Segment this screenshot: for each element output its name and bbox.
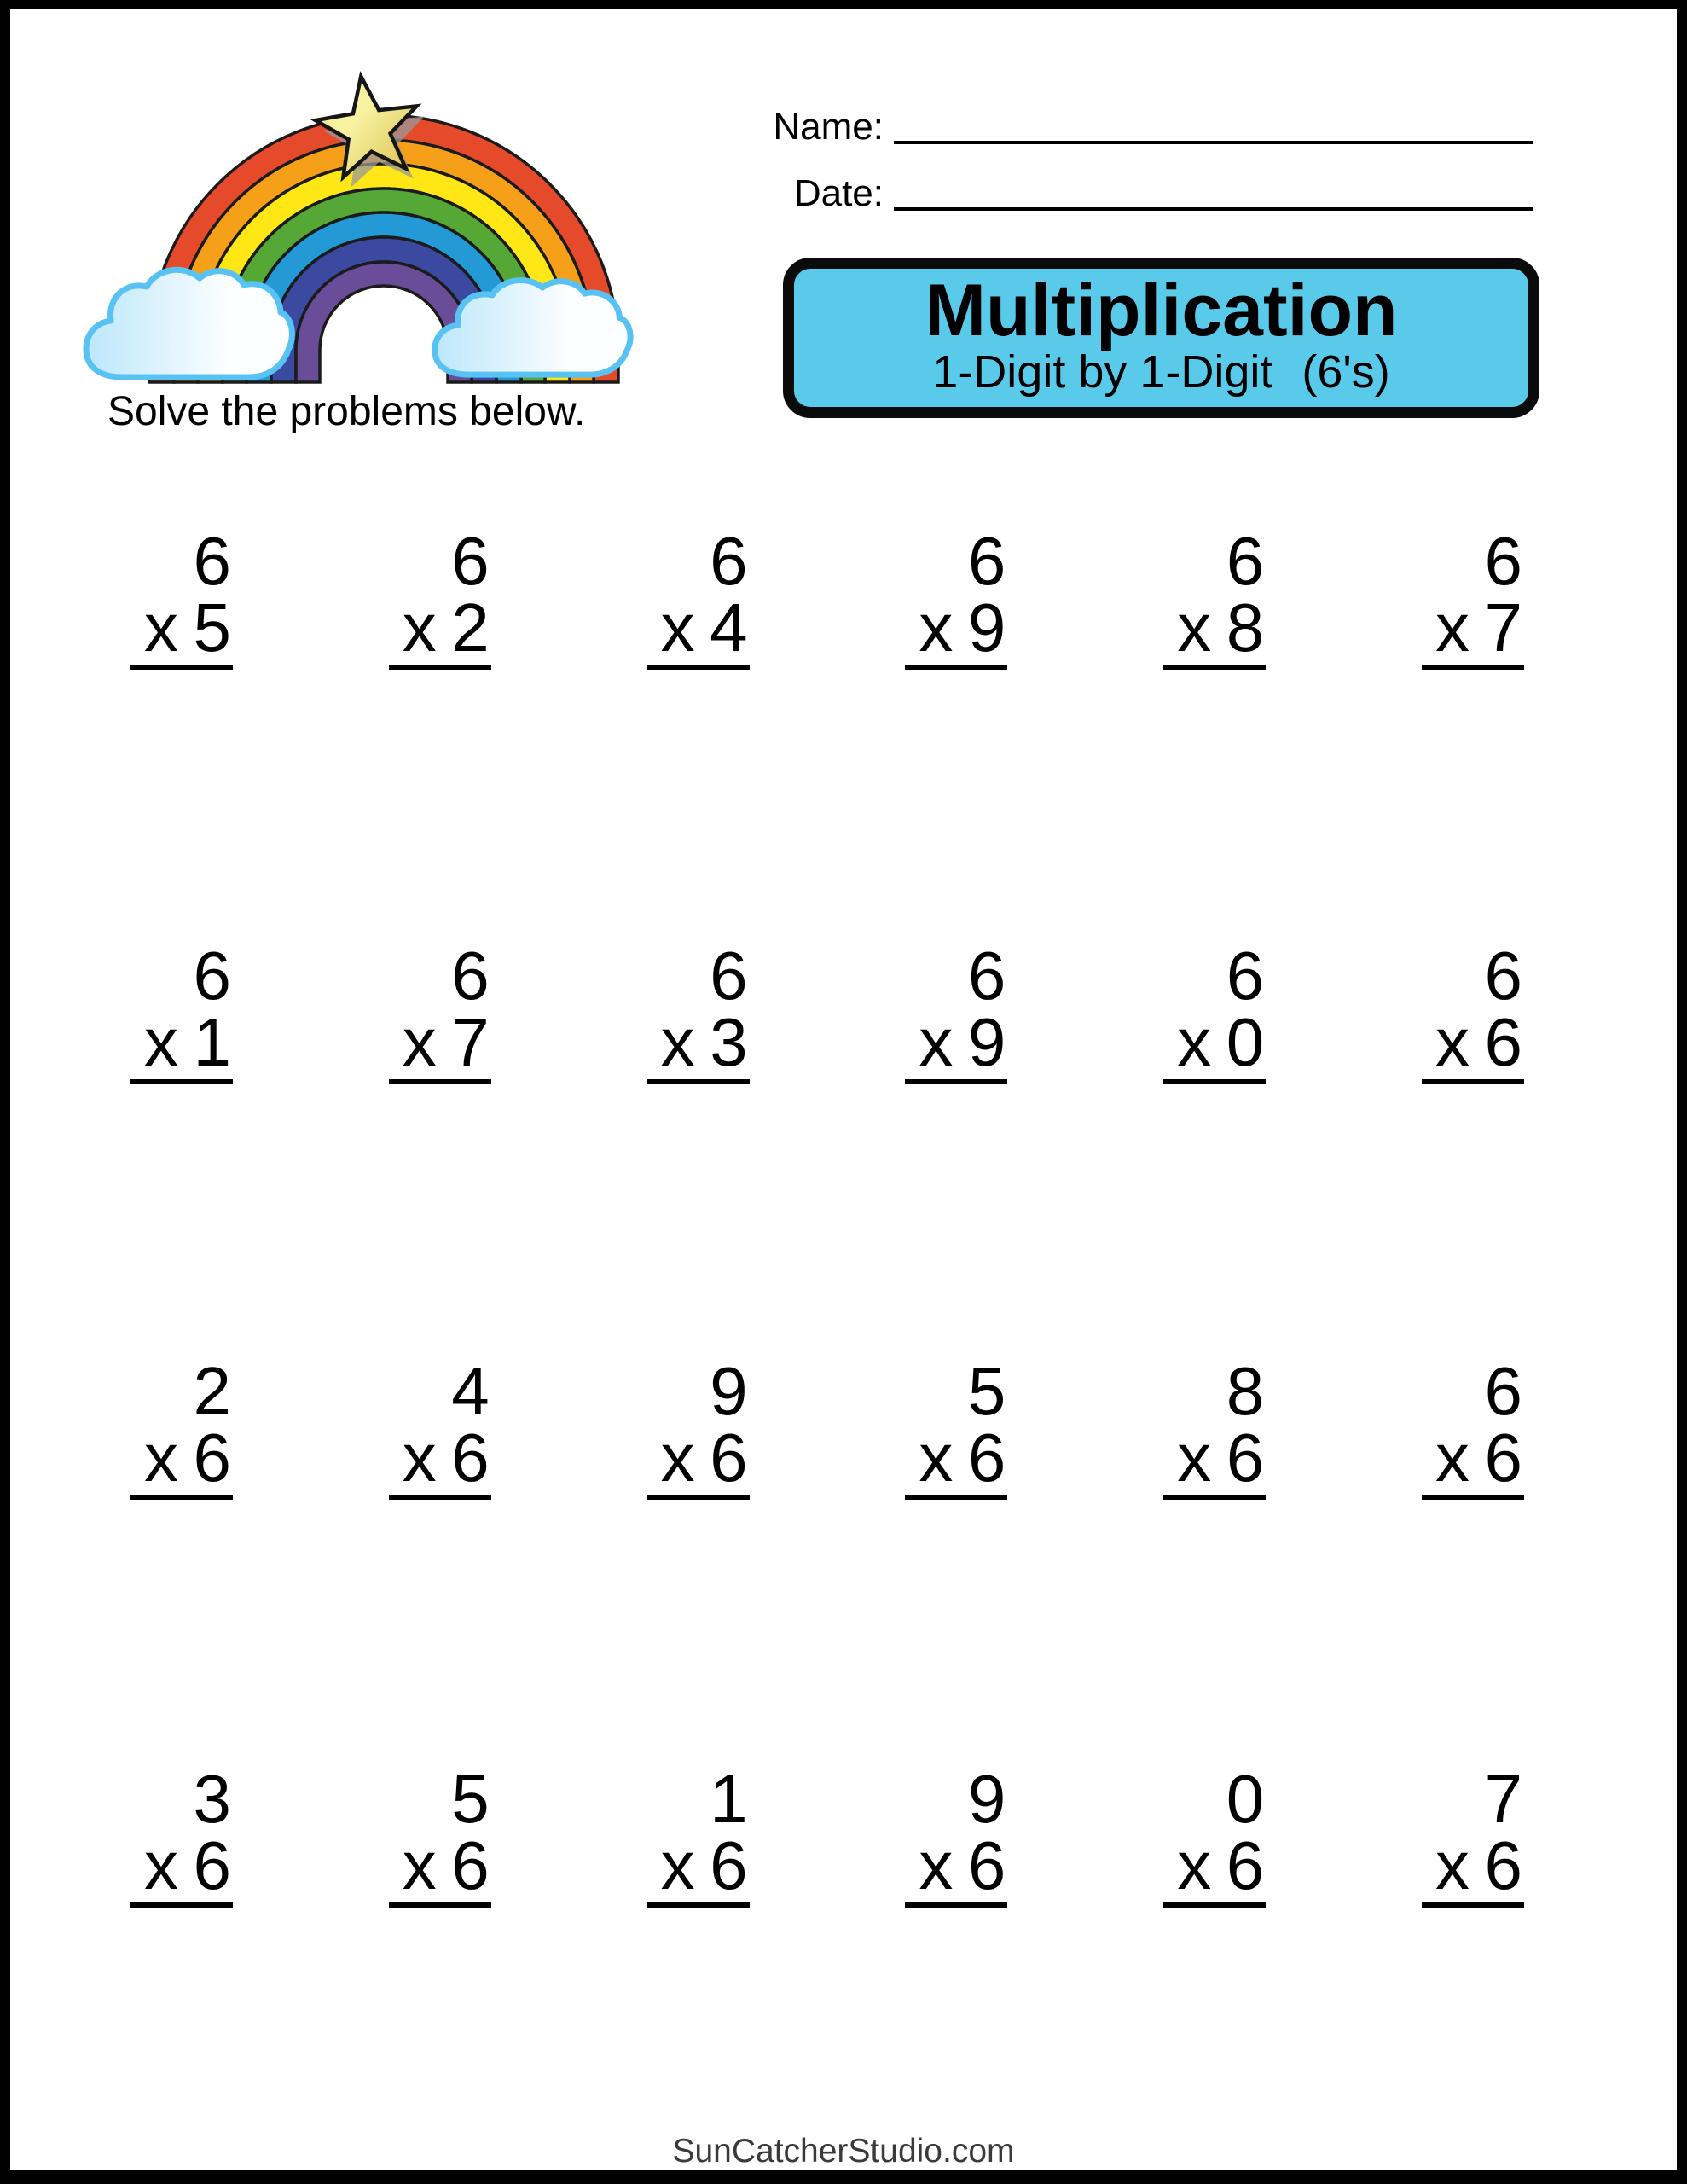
bottom-factor: 6 <box>193 1420 231 1496</box>
multiply-sign: x <box>660 1004 695 1080</box>
problem-bottom-line <box>389 1829 491 1902</box>
multiply-sign: x <box>144 1004 178 1080</box>
top-factor: 7 <box>1484 1761 1522 1837</box>
multiplication-problem <box>389 938 491 1084</box>
top-factor: 6 <box>1226 938 1265 1014</box>
problem-bottom-line <box>647 1829 750 1902</box>
top-factor: 6 <box>193 938 231 1014</box>
problem-row <box>130 523 1524 670</box>
footer-website: SunCatcherStudio.com <box>672 2133 1015 2169</box>
multiplication-problem <box>905 938 1007 1084</box>
top-factor: 6 <box>1484 1353 1522 1429</box>
bottom-factor: 8 <box>1226 590 1265 665</box>
top-factor: 5 <box>451 1761 490 1837</box>
top-factor: 6 <box>451 523 490 599</box>
instruction-text: Solve the problems below. <box>107 389 586 434</box>
multiply-sign: x <box>1177 1420 1212 1496</box>
subtitle-text: 1-Digit by 1-Digit <box>932 346 1273 398</box>
top-factor: 4 <box>451 1353 490 1429</box>
problem-bottom-line <box>905 1006 1007 1079</box>
bottom-factor: 6 <box>1226 1420 1265 1496</box>
problem-bottom-line <box>130 1829 233 1902</box>
multiplication-problem <box>1422 1761 1524 1908</box>
problem-bottom-line <box>1163 1006 1266 1079</box>
multiply-sign: x <box>660 1827 695 1903</box>
top-factor: 9 <box>967 1761 1006 1837</box>
top-factor: 6 <box>710 523 748 599</box>
multiply-sign: x <box>402 1004 437 1080</box>
top-factor: 6 <box>1484 938 1522 1014</box>
problem-bottom-line <box>1163 1829 1266 1902</box>
multiplication-problem <box>905 1761 1007 1908</box>
multiply-sign: x <box>660 1420 695 1496</box>
bottom-factor: 7 <box>451 1004 490 1080</box>
problem-bottom-line <box>1422 591 1524 665</box>
multiply-sign: x <box>402 1420 437 1496</box>
multiplication-problem <box>1422 938 1524 1084</box>
multiply-sign: x <box>919 1004 954 1080</box>
multiplication-problem <box>1163 523 1266 670</box>
multiply-sign: x <box>144 1420 178 1496</box>
worksheet-title: Multiplication <box>925 270 1398 351</box>
problem-bottom-line <box>130 591 233 665</box>
multiply-sign: x <box>1435 1420 1470 1496</box>
multiplication-problem <box>647 938 750 1084</box>
multiplication-problem <box>647 1353 750 1500</box>
top-factor: 9 <box>710 1353 748 1429</box>
problem-bottom-line <box>905 591 1007 665</box>
multiply-sign: x <box>402 590 437 665</box>
multiply-sign: x <box>1435 1004 1470 1080</box>
problem-bottom-line <box>130 1421 233 1495</box>
problem-bottom-line <box>1422 1421 1524 1495</box>
multiply-sign: x <box>1435 1827 1470 1903</box>
multiplication-problem <box>130 523 233 670</box>
bottom-factor: 6 <box>710 1827 748 1903</box>
multiply-sign: x <box>919 1420 954 1496</box>
problem-row <box>130 1761 1524 1908</box>
problem-bottom-line <box>389 1006 491 1079</box>
bottom-factor: 9 <box>967 1004 1006 1080</box>
bottom-factor: 6 <box>967 1827 1006 1903</box>
top-factor: 5 <box>967 1353 1006 1429</box>
multiply-sign: x <box>144 1827 178 1903</box>
multiplication-problem <box>905 1353 1007 1500</box>
multiplication-problem <box>1422 523 1524 670</box>
problem-bottom-line <box>647 1006 750 1079</box>
bottom-factor: 0 <box>1226 1004 1265 1080</box>
multiplication-problem <box>647 1761 750 1908</box>
multiply-sign: x <box>144 590 178 665</box>
bottom-factor: 6 <box>451 1827 490 1903</box>
top-factor: 6 <box>451 938 490 1014</box>
bottom-factor: 9 <box>967 590 1006 665</box>
multiply-sign: x <box>1177 590 1212 665</box>
top-factor: 2 <box>193 1353 231 1429</box>
multiplication-problem <box>1163 938 1266 1084</box>
multiplication-problem <box>389 523 491 670</box>
multiplication-problem <box>130 1761 233 1908</box>
bottom-factor: 7 <box>1484 590 1522 665</box>
multiply-sign: x <box>402 1827 437 1903</box>
problem-bottom-line <box>905 1421 1007 1495</box>
problem-bottom-line <box>647 1421 750 1495</box>
bottom-factor: 6 <box>967 1420 1006 1496</box>
multiply-sign: x <box>919 590 954 665</box>
problem-bottom-line <box>1422 1829 1524 1902</box>
multiplication-problem <box>905 523 1007 670</box>
bottom-factor: 3 <box>710 1004 748 1080</box>
problem-bottom-line <box>905 1829 1007 1902</box>
date-label: Date: <box>793 172 884 214</box>
bottom-factor: 5 <box>193 590 231 665</box>
subtitle-set-label: (6's) <box>1301 346 1390 398</box>
bottom-factor: 4 <box>710 590 748 665</box>
multiply-sign: x <box>919 1827 954 1903</box>
top-factor: 1 <box>710 1761 748 1837</box>
bottom-factor: 1 <box>193 1004 231 1080</box>
bottom-factor: 2 <box>451 590 490 665</box>
top-factor: 8 <box>1226 1353 1265 1429</box>
multiply-sign: x <box>660 590 695 665</box>
multiply-sign: x <box>1435 590 1470 665</box>
multiply-sign: x <box>1177 1827 1212 1903</box>
multiplication-problem <box>389 1761 491 1908</box>
problem-bottom-line <box>389 1421 491 1495</box>
top-factor: 0 <box>1226 1761 1265 1837</box>
bottom-factor: 6 <box>451 1420 490 1496</box>
multiplication-problem <box>130 1353 233 1500</box>
top-factor: 6 <box>1484 523 1522 599</box>
top-factor: 6 <box>710 938 748 1014</box>
top-factor: 6 <box>193 523 231 599</box>
top-factor: 3 <box>193 1761 231 1837</box>
problem-row <box>130 938 1524 1084</box>
problem-bottom-line <box>130 1006 233 1079</box>
problem-bottom-line <box>1163 591 1266 665</box>
multiply-sign: x <box>1177 1004 1212 1080</box>
problem-bottom-line <box>1422 1006 1524 1079</box>
bottom-factor: 6 <box>1484 1004 1522 1080</box>
multiplication-problem <box>1163 1761 1266 1908</box>
top-factor: 6 <box>1226 523 1265 599</box>
problem-bottom-line <box>389 591 491 665</box>
multiplication-problem <box>389 1353 491 1500</box>
top-factor: 6 <box>967 523 1006 599</box>
multiplication-problem <box>130 938 233 1084</box>
bottom-factor: 6 <box>1226 1827 1265 1903</box>
top-factor: 6 <box>967 938 1006 1014</box>
multiplication-problem <box>647 523 750 670</box>
bottom-factor: 6 <box>710 1420 748 1496</box>
bottom-factor: 6 <box>1484 1827 1522 1903</box>
multiplication-problem <box>1163 1353 1266 1500</box>
bottom-factor: 6 <box>193 1827 231 1903</box>
problem-row <box>130 1353 1524 1500</box>
name-label: Name: <box>773 106 884 148</box>
problem-bottom-line <box>647 591 750 665</box>
multiplication-problem <box>1422 1353 1524 1500</box>
problem-bottom-line <box>1163 1421 1266 1495</box>
bottom-factor: 6 <box>1484 1420 1522 1496</box>
